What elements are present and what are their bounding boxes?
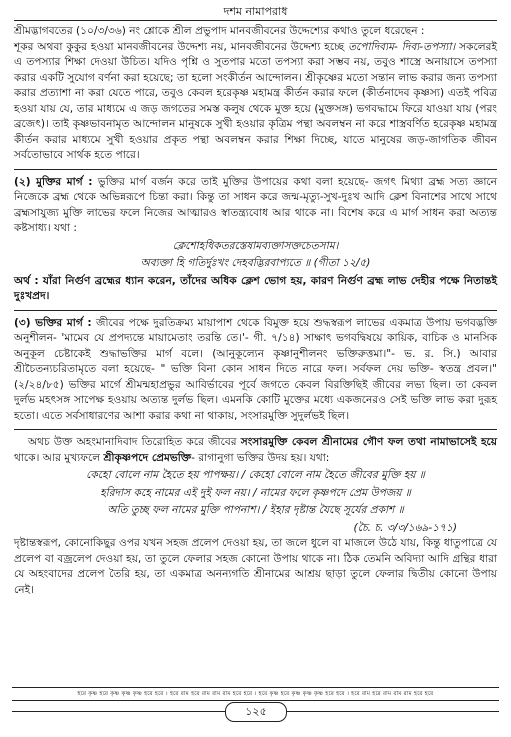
mukti-text: ভুক্তির মার্গ বর্জন করে তাই মুক্তির উপায়ের কথা বলা হয়েছে- জগৎ মিথ্যা ব্রহ্ম সত্য জ্ঞানে নিজেকে ব্রহ্ম থেকে অভিন্নরূপে চিন্তা করা। কিন্তু তা সাধন করে জন্ম-মৃত্যু-সুখ-দুঃখ আদি ক্লেশ বিনাশের সাথে সাথে ব্রহ্মসাযুজ্য মুক্তি লাভের ফলে নিজের আত্মারও স্বাতন্ত্র্যবোধ আর থাকে না। বিশেষ করে এ মার্গ সাধন করা অত্যন্ত কষ্টসাধ্য। যথা : <box>14 175 497 234</box>
bhakti-paragraph <box>14 316 497 425</box>
cc-verse-line-1: কেহো বোলে নাম হৈতে হয় পাপক্ষয়। / কেহো বোলে নাম হৈতে জীবের মুক্তি হয় ॥ <box>86 469 425 481</box>
mukti-meaning-text: অর্থ : যাঁরা নির্গুণ ব্রহ্মের ধ্যান করেন, তাঁদের অধিক ক্লেশ ভোগ হয়, কারণ নির্গুণ ব্রহ্ম লাভ দেহীর পক্ষে নিতান্তই দুঃখপ্রদ। <box>14 274 497 302</box>
section-divider <box>14 169 497 170</box>
intro-quote-start: শূকর অথবা কুকুর হওয়া মানবজীবনের উদ্দেশ্য নয়, মানবজীবনের উদ্দেশ্য হচ্ছে <box>14 40 349 53</box>
mukti-heading: (২) মুক্তির মার্গ : <box>14 175 93 188</box>
bhakti-heading: (৩) ভক্তির মার্গ : <box>14 316 92 329</box>
mantra-border: হরে কৃষ্ণ হরে কৃষ্ণ কৃষ্ণ কৃষ্ণ হরে হরে । হরে রাম হরে রাম রাম রাম হরে হরে । হরে কৃষ্ণ হরে কৃষ্ণ কৃষ্ণ কৃষ্ণ হরে হরে । হরে রাম হরে রাম রাম রাম হরে হরে <box>12 687 499 701</box>
gita-verse-line-2: অব্যক্তা হি গতির্দুঃখং দেহবদ্ভিরবাপ্যতে ॥ (গীতা ১২/৫) <box>140 257 371 269</box>
section-divider <box>14 429 497 430</box>
intro-line-1: শ্রীমদ্ভাগবতের (১০/৩/৩৬) নং শ্লোকে শ্রীল প্রভুপাদ মানবজীবনের উদ্দেশ্যের কথাও তুলে ধরেছেন : <box>14 25 425 37</box>
gita-verse-line-1: ক্লেশোহধিকতরস্তেষামব্যক্তাসক্তচেতসাম। <box>172 239 339 252</box>
closing-text-1: অথচ উক্ত অহংমানাদিবাদ তিরোহিত করে জীবের <box>28 436 241 448</box>
mukti-paragraph <box>14 175 497 237</box>
page-number-bar <box>0 702 511 720</box>
cc-verse-reference: (চৈ. চ. ৩/৩/১৬৯-১৭১) <box>353 521 457 534</box>
intro-paragraph <box>14 24 497 164</box>
intro-quote-italic: তপোদিব্যম- দিব্য-তপস্যা। <box>348 40 456 53</box>
closing-bold-2: শ্রীকৃষ্ণপদে প্রেমভক্তি <box>103 451 192 464</box>
bhakti-text: জীবের পক্ষে দুরতিক্রম্য মায়াপাশ থেকে বিমুক্ত হয়ে শুদ্ধস্বরূপ লাভের একমাত্র উপায় ভগবদ্ভক্তি অনুশীলন- 'মামেব যে প্রপদ্যন্তে মায়ামেতাং তরন্তি তে।'- গী. ৭/১৪) সাক্ষাৎ ভগবদ্বিষয়ে কায়িক, বাচিক ও মানসিক অনুকূল চেষ্টাকেই শুদ্ধাভক্তির মার্গ বলে। (আনুকূল্যেন কৃষ্ণানুশীলনং ভক্তিরুত্তমা।"- ভ. র. সি.) আবার শ্রীচৈতন্যচরিতামৃতে বলা হয়েছে- " ভক্তি বিনা কোন সাধন দিতে নারে ফল। সর্বফল দেয় ভক্তি- স্বতন্ত্র প্রবল।" (২/২৪/৮৫) ভক্তির মার্গে শ্রীমন্মহাপ্রভুর আবির্ভাবের পূর্বে জগতে কেবল বিরক্তিছিই জীবের লভ্য ছিল। তা কেবল দুর্লভ মহৎসঙ্গ সাপেক্ষ হওয়ায় অত্যন্ত দুর্লভ ছিল। এমনকি কোটি মুক্তের মধ্যে একজনেরও সেই ভক্তি লাভ করা দুরূহ হতো। এতে সর্বসাধারণের আশা করার কথা না থাকায়, সংসারমুক্তি সুদুর্লভই ছিল। <box>14 316 498 422</box>
intro-quote-rest: সকলেরই এ তপস্যার শিক্ষা দেওয়া উচিত। যদিও পৃশ্নি ও সুতপার মতো তপস্যা করা সম্ভব নয়, তবুও শাস্ত্রে অনায়াসে তপস্যা করার একটি সুযোগ বর্ণনা করা হয়েছে; তা হলো সংকীর্তন আন্দোলন। শ্রীকৃষ্ণের মতো সন্তান লাভ করার জন্য তপস্যা করার প্রত্যাশা না করা যেতে পারে, তবুও কেবল হরেকৃষ্ণ মহামন্ত্র কীর্তন করার ফলে (কীর্তনাদেব কৃষ্ণস্য) এতই পবিত্র হওয়া যায় যে, তার মাধ্যমে এ জড় জগতের সমস্ত কলুষ থেকে মুক্ত হয়ে (মুক্তসঙ্গ) ভগবদ্ধামে ফিরে যাওয়া যায় (পরং ব্রজেৎ)। তাই কৃষ্ণভাবনামৃত আন্দোলন মানুষকে সুখী হওয়ার কৃত্রিম পন্থা অবলম্বন না করে শাস্ত্রবর্ণিত হরেকৃষ্ণ মহামন্ত্র কীর্তন করার মাধ্যমে সুখী হওয়ার প্রকৃত পন্থা অবলম্বন করার শিক্ষা দিচ্ছে, যাতে মানুষের জড়-জাগতিক জীবন সর্বতোভাবে সার্থক হতে পারে। <box>14 40 497 161</box>
closing-text-3: - রাগানুগা ভক্তির উদয় হয়। যথা: <box>191 451 330 464</box>
cc-verse-line-3: অতি তুচ্ছ ফল নামের মুক্তি পাপনাশ। / ইহার দৃষ্টান্ত যৈছে সূর্যের প্রকাশ ॥ <box>107 504 404 516</box>
closing-bold-1: সংসারমুক্তি কেবল শ্রীনামের গৌণ ফল তথা নামাভাসেই হয়ে <box>240 436 498 448</box>
header-rule <box>14 20 497 21</box>
closing-text-2: থাকে। আর মুখ্যফলে <box>14 451 104 464</box>
section-divider <box>14 310 497 311</box>
closing-paragraph <box>14 435 497 466</box>
page-number: ১২৫ <box>225 702 287 722</box>
final-paragraph: দৃষ্টান্তস্বরূপ, কোনোকিছুর ওপর যখন সহজ প্রলেপ দেওয়া হয়, তা জলে ধুলে বা মাজলে উঠে যায়, কিন্তু ধাতুপাত্রে যে প্রলেপ বা বজ্রলেপ দেওয়া হয়, তা তুলে ফেলার সহজ কোনো উপায় থাকে না। ঠিক তেমনি অবিদ্যা আদি গ্রন্থির ধারা যে অহংবাদের প্রলেপ তৈরি হয়, তা একমাত্র অনন্যগতি শ্রীনামের আশ্রয় ছাড়া তুলে ফেলার দ্বিতীয় কোনো উপায় নেই। <box>14 537 497 596</box>
cc-verse-line-2: হরিদাস কহে নামের এই দুই ফল নয়। / নামের ফলে কৃষ্ণপদে প্রেম উপজয় ॥ <box>100 486 411 499</box>
page-body <box>14 24 497 598</box>
mukti-meaning <box>14 274 497 305</box>
running-header: দশম নামাপরাধ <box>223 5 288 18</box>
